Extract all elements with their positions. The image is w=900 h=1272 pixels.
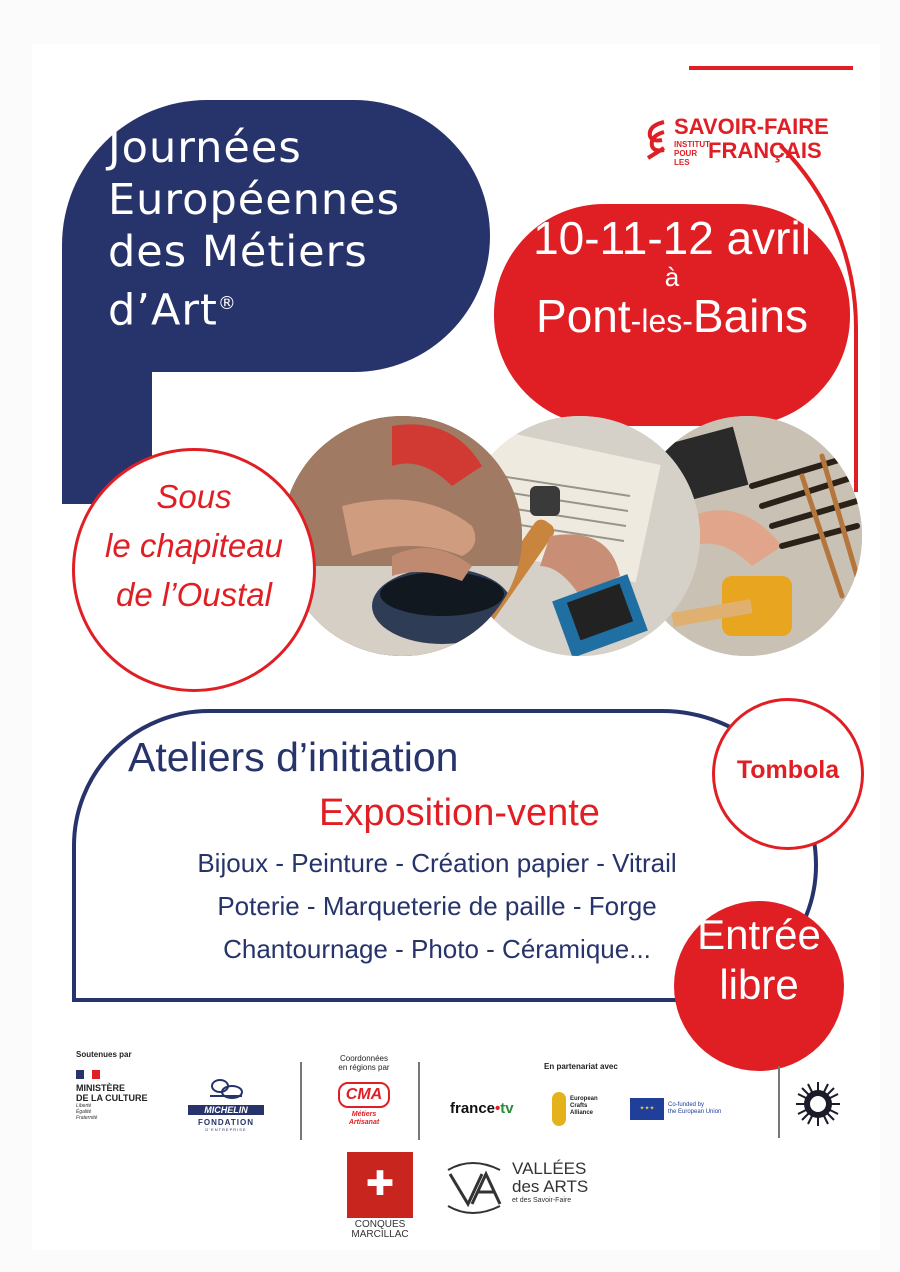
separator (418, 1062, 420, 1140)
registered-mark: ® (217, 293, 237, 314)
event-date (494, 212, 850, 347)
soutenues-label: Soutenues par (76, 1050, 132, 1059)
savoir-faire-text: SAVOIR-FAIRE (674, 114, 829, 139)
eu-line: Co-funded by (668, 1102, 705, 1108)
eca-text (570, 1096, 598, 1117)
place-part: Bains (692, 290, 808, 342)
title-line-4: d’Art (108, 285, 218, 336)
eca-line: European (570, 1096, 598, 1102)
france-tv-logo (450, 1100, 514, 1117)
chapiteau-text (72, 472, 316, 619)
date-days: 10-11-12 avril (533, 212, 811, 264)
eca-line: Crafts (570, 1103, 588, 1109)
va-emblem-icon (442, 1158, 508, 1218)
motto-line: Fraternité (76, 1115, 98, 1121)
event-title (108, 122, 400, 336)
title-line: Européennes (108, 175, 401, 225)
savoir-faire-icon (644, 118, 668, 162)
ateliers-title: Ateliers d’initiation (128, 734, 459, 780)
ministere-line: MINISTÈRE (76, 1083, 126, 1093)
entree-label (674, 910, 844, 1010)
bibendum-icon (206, 1078, 246, 1100)
vallees-line: des ARTS (512, 1177, 589, 1196)
eu-line: the European Union (668, 1109, 722, 1115)
flag-icon (76, 1070, 100, 1079)
separator (778, 1066, 780, 1138)
eu-flag-icon: ✦✦✦ (630, 1098, 664, 1120)
photo-pottery (282, 416, 522, 656)
cma-sub-line: Artisanat (348, 1119, 380, 1126)
conques-line: CONQUES (354, 1219, 406, 1230)
vallees-line: et des Savoir-Faire (512, 1197, 572, 1204)
france-tv-suffix: tv (500, 1100, 514, 1117)
chapiteau-line: de l’Oustal (116, 576, 272, 613)
chapiteau-line: Sous (156, 478, 232, 515)
eca-icon (552, 1092, 566, 1126)
ministere-logo (76, 1070, 176, 1121)
partenariat-label: En partenariat avec (544, 1062, 618, 1071)
savoir-faire-logo (644, 114, 829, 174)
title-line (108, 278, 400, 336)
france-tv-text: france (450, 1100, 496, 1117)
entree-line: Entrée (697, 911, 821, 958)
dot-icon: • (495, 1100, 501, 1117)
date-place (494, 290, 850, 347)
fondation-text: FONDATION (198, 1118, 254, 1127)
coordonnees-line: en régions par (338, 1063, 390, 1072)
title-line: Journées (108, 123, 302, 173)
savoir-faire-small: INSTITUT POUR LES (674, 140, 710, 167)
vallees-line: VALLÉES (512, 1159, 587, 1178)
conques-line: MARCILLAC (351, 1229, 409, 1240)
seal-icon (794, 1080, 842, 1128)
eca-line: Alliance (570, 1110, 594, 1116)
entree-line: libre (719, 961, 799, 1008)
corner-line (689, 66, 853, 70)
conques-marcillac-logo (344, 1152, 416, 1240)
pottery-image (282, 416, 522, 656)
seal-logo (794, 1080, 842, 1133)
tombola-label: Tombola (736, 756, 840, 784)
date-a: à (664, 262, 680, 292)
place-part: Pont (536, 290, 631, 342)
ministere-line: DE LA CULTURE (76, 1093, 148, 1103)
fondation-sub: D'ENTREPRISE (205, 1127, 247, 1132)
coordonnees-line: Coordonnées (339, 1054, 389, 1063)
vallees-text (512, 1160, 588, 1206)
poster (32, 44, 880, 1250)
separator (300, 1062, 302, 1140)
cm-emblem (347, 1152, 413, 1218)
chapiteau-line: le chapiteau (105, 527, 283, 564)
cm-icon: ✚ (365, 1166, 395, 1203)
place-part: -les- (630, 303, 693, 339)
eu-text (668, 1102, 721, 1116)
exposition-vente: Exposition-vente (319, 792, 600, 834)
cma-sub-line: Métiers (351, 1111, 377, 1118)
crafts-line: Bijoux - Peinture - Création papier - Vitrail (197, 848, 677, 878)
motto-line: Liberté (76, 1103, 92, 1109)
savoir-faire-francais: FRANÇAIS (708, 138, 822, 163)
michelin-logo (188, 1078, 264, 1132)
cma-sub (314, 1111, 414, 1127)
cma-logo (314, 1054, 414, 1127)
title-line: des Métiers (108, 227, 368, 277)
cma-text: CMA (338, 1082, 390, 1108)
crafts-line: Poterie - Marqueterie de paille - Forge (217, 891, 657, 921)
crafts-line: Chantournage - Photo - Céramique... (223, 934, 651, 964)
ministere-motto (76, 1103, 176, 1121)
motto-line: Égalité (76, 1109, 92, 1115)
michelin-text: MICHELIN (188, 1105, 264, 1115)
